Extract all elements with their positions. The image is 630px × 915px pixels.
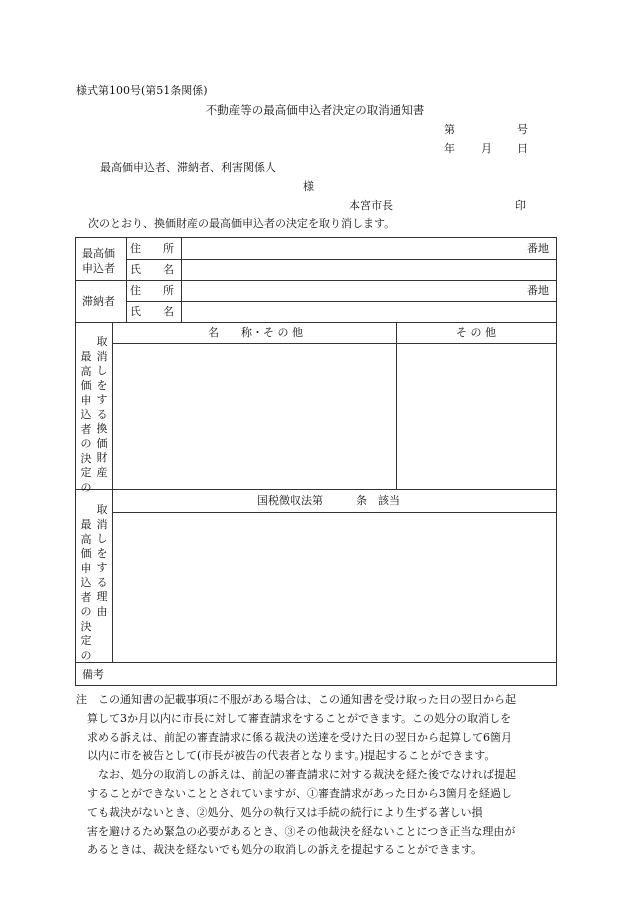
bidder-name-label: 氏 名: [130, 263, 174, 276]
delinquent-address-label: 住 所: [130, 284, 174, 297]
reason-label-col1: 最高価申込者の決定の: [80, 518, 92, 662]
tax-law-clause: 国税徴収法第 条 該当: [257, 494, 400, 507]
row-line: [126, 301, 557, 302]
form-number: 様式第100号(第51条関係): [76, 84, 208, 97]
notes-section: [76, 691, 560, 860]
note-line: あるときは、裁決を経ないでも処分の取消しの訴えを提起することができます。: [76, 843, 483, 857]
column-header-name-other: 名 称・そ の 他: [208, 326, 303, 339]
note-line: 注 この通知書の記載事項に不服がある場合は、この通知書を受け取った日の翌日から起: [76, 693, 516, 706]
note-line: 求める訴えは、前記の審査請求に係る裁決の送達を受けた日の翌日から起算して6箇月: [76, 730, 512, 744]
intro-sentence: 次のとおり、換価財産の最高価申込者の決定を取り消します。: [88, 217, 396, 230]
delinquent-label: 滞納者: [82, 295, 115, 308]
row-line: [76, 489, 557, 490]
delinquent-name-label: 氏 名: [130, 305, 174, 318]
bidder-label-line1: 最高価: [82, 247, 115, 260]
note-line: なお、処分の取消しの訴えは、前記の審査請求に対する裁決を経た後でなければ提起: [76, 768, 516, 782]
notice-table: [75, 237, 557, 686]
honorific: 様: [303, 180, 314, 193]
property-label-col2: 取消しをする換価財産: [96, 335, 108, 479]
number-label-go: 号: [517, 123, 528, 136]
number-label-dai: 第: [444, 123, 455, 136]
bidder-banchi: 番地: [527, 242, 549, 255]
note-line: 以内に市を被告として(市長が被告の代表者となります。)提起することができます。: [76, 749, 496, 763]
row-line: [112, 343, 557, 344]
note-line: 算して3か月以内に市長に対して審査請求をすることができます。この処分の取消しを: [76, 711, 512, 725]
note-line: することができないこととされていますが、①審査請求があった日から3箇月を経過し: [76, 786, 512, 800]
remarks-label: 備考: [82, 668, 104, 681]
column-line: [181, 238, 182, 322]
bidder-label-line2: 申込者: [82, 262, 115, 275]
column-line: [112, 322, 113, 662]
date-day-label: 日: [517, 142, 528, 155]
column-line: [396, 322, 397, 489]
reason-label-col2: 取消しをする理由: [96, 503, 108, 618]
delinquent-banchi: 番地: [527, 284, 549, 297]
column-header-other: そ の 他: [456, 326, 496, 339]
row-line: [112, 512, 557, 513]
row-line: [76, 280, 557, 281]
row-line: [76, 322, 557, 323]
property-label-col1: 最高価申込者の決定の: [80, 350, 92, 494]
date-month-label: 月: [481, 142, 492, 155]
document-title: 不動産等の最高価申込者決定の取消通知書: [205, 103, 425, 117]
note-line: 害を避けるため緊急の必要があるとき、③その他裁決を経ないことにつき正当な理由が: [76, 824, 516, 838]
row-line: [126, 259, 557, 260]
note-line: ても裁決がないとき、②処分、処分の執行又は手続の続行により生ずる著しい損: [76, 805, 483, 819]
seal-mark: 印: [515, 199, 526, 212]
issuer: 本宮市長: [349, 199, 393, 212]
addressee: 最高価申込者、滞納者、利害関係人: [100, 161, 276, 174]
column-line: [126, 238, 127, 322]
row-line: [76, 662, 557, 663]
date-year-label: 年: [444, 142, 455, 155]
bidder-address-label: 住 所: [130, 242, 174, 255]
